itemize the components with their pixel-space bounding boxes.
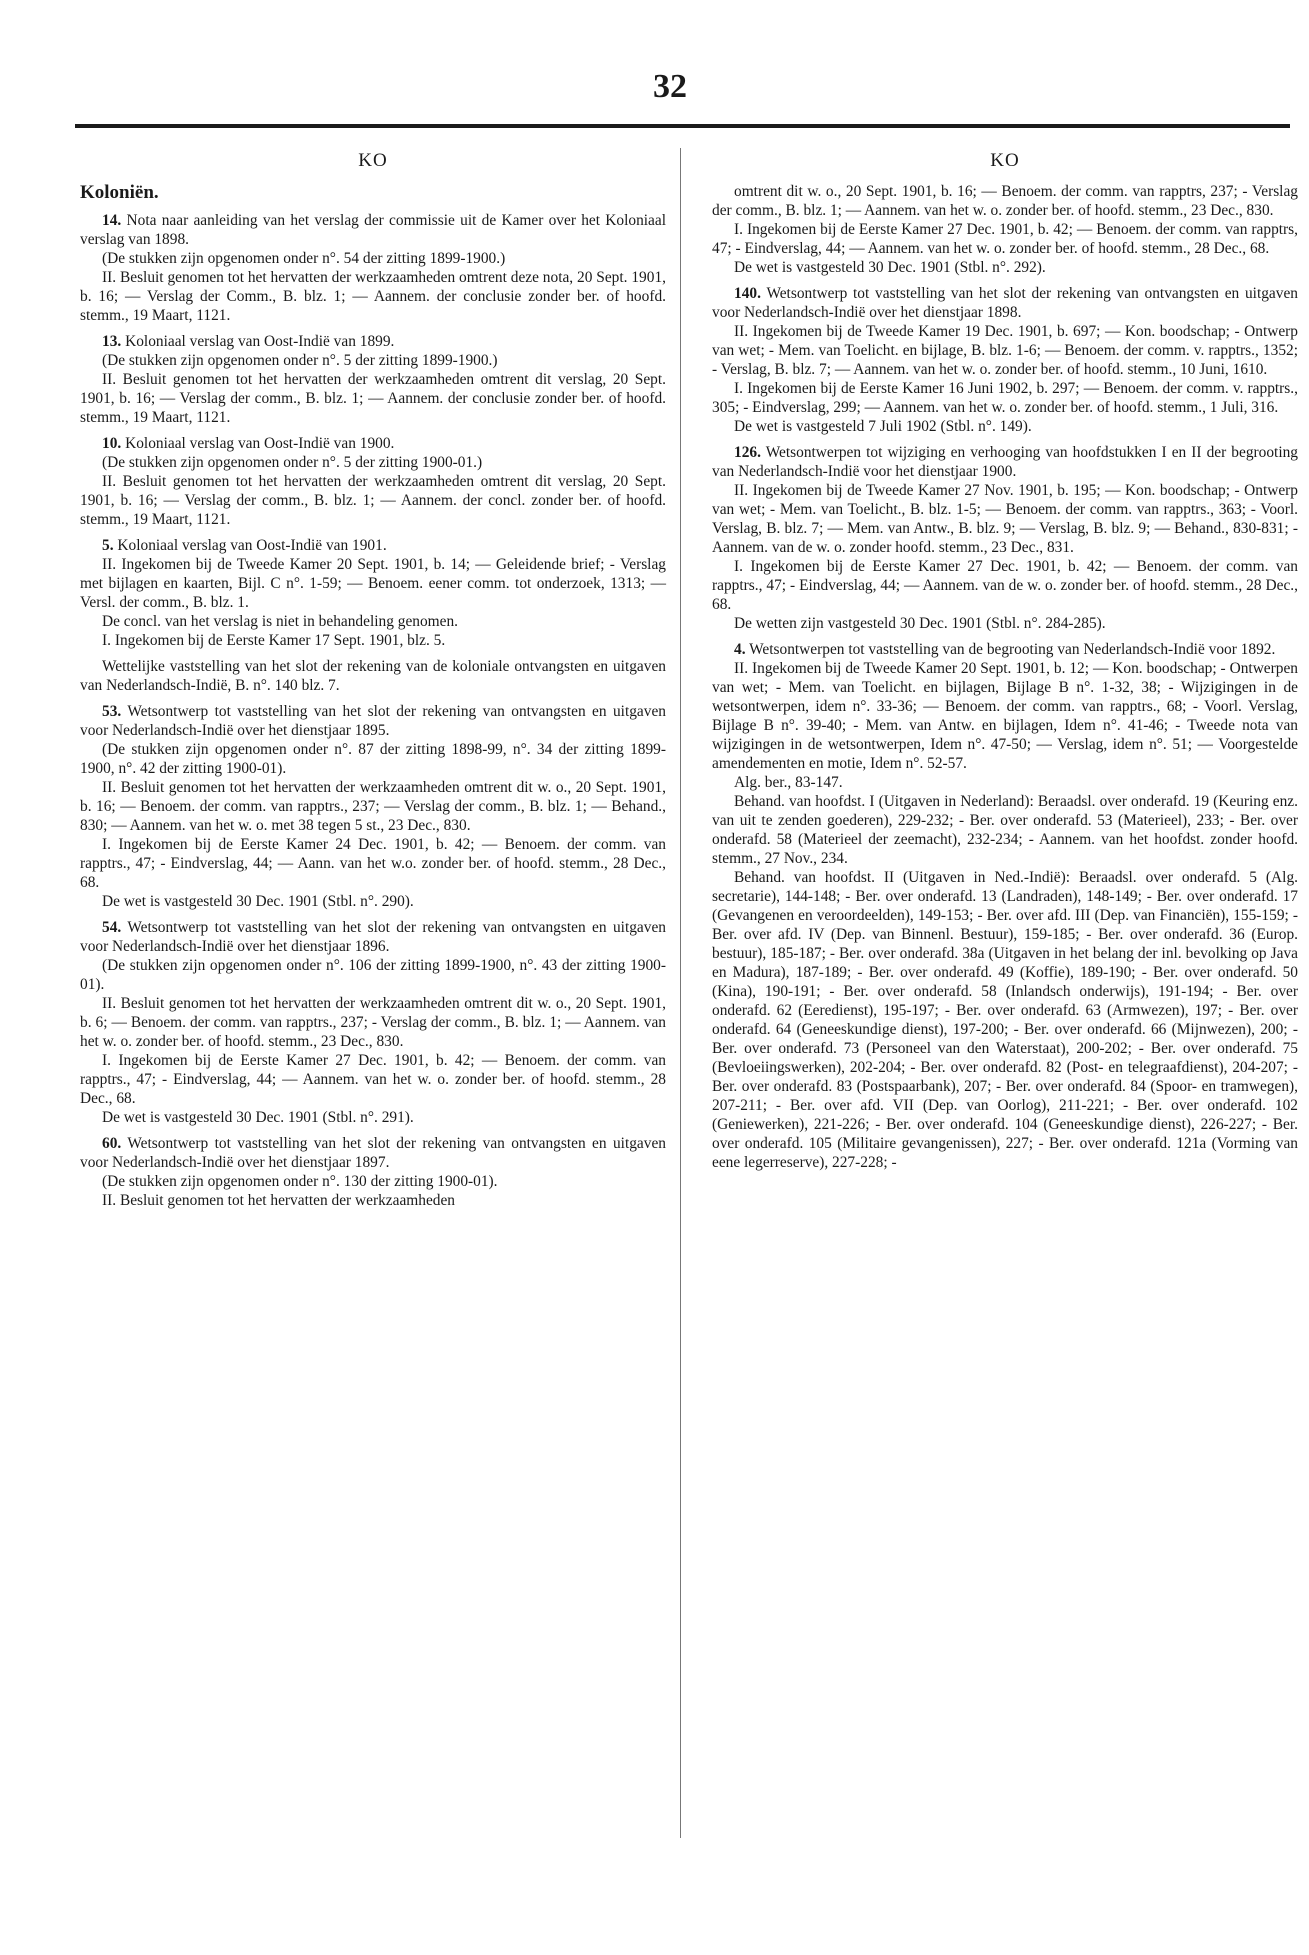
entry-paragraph xyxy=(712,792,1298,868)
right-column xyxy=(712,150,1298,1172)
entry-paragraph xyxy=(80,211,666,249)
entry-text: (De stukken zijn opgenomen onder n°. 130 der zitting 1900-01). xyxy=(102,1173,498,1190)
entry-paragraph xyxy=(80,1134,666,1172)
entry-paragraph xyxy=(80,892,666,911)
entry-text: I. Ingekomen bij de Eerste Kamer 16 Juni 1902, b. 297; — Benoem. der comm. v. rapptrs., 305; - Eindverslag, 299; — Aannem. van het w. o. zonder ber. of hoofd. stemm., 1 Juli, 316. xyxy=(712,380,1298,416)
entry-number: 60. xyxy=(102,1135,122,1152)
page-number: 32 xyxy=(653,68,687,105)
entry-paragraph xyxy=(80,370,666,427)
entry-paragraph xyxy=(712,443,1298,481)
entry-text: I. Ingekomen bij de Eerste Kamer 27 Dec. 1901, b. 42; — Benoem. der comm. van rapptrs., 47; - Eindverslag, 44; — Aannem. van het w. o. zonder ber. of hoofd. stemm., 28 Dec., 68. xyxy=(80,1052,666,1107)
entry-paragraph xyxy=(80,657,666,695)
entry-text: II. Besluit genomen tot het hervatten der werkzaamheden xyxy=(102,1192,455,1209)
entry-paragraph xyxy=(80,434,666,453)
entry-text: Wetsontwerp tot vaststelling van het slot der rekening van ontvangsten en uitgaven voor Nederlandsch-Indië over het dienstjaar 1897. xyxy=(80,1135,666,1171)
entry-text: I. Ingekomen bij de Eerste Kamer 27 Dec. 1901, b. 42; — Benoem. der comm. van rapptrs, 47; - Eindverslag, 44; — Aannem. van het w. o. zonder ber. of hoofd. stemm., 28 Dec., 68. xyxy=(712,221,1298,257)
entry-paragraph xyxy=(712,220,1298,258)
entry-text: Koloniaal verslag van Oost-Indië van 1899. xyxy=(125,333,395,350)
entry-paragraph xyxy=(80,702,666,740)
right-column-heading: KO xyxy=(990,150,1020,171)
section-title: Koloniën. xyxy=(80,182,159,203)
entry-text: Wetsontwerp tot vaststelling van het slot der rekening van ontvangsten en uitgaven voor Nederlandsch-Indië over het dienstjaar 1898. xyxy=(712,285,1298,321)
entry-text: Nota naar aanleiding van het verslag der commissie uit de Kamer over het Koloniaal verslag van 1898. xyxy=(80,212,666,248)
entry-text: I. Ingekomen bij de Eerste Kamer 17 Sept. 1901, blz. 5. xyxy=(102,632,446,649)
left-column xyxy=(80,150,666,1210)
entry-text: II. Ingekomen bij de Tweede Kamer 27 Nov. 1901, b. 195; — Kon. boodschap; - Ontwerp van wet; - Mem. van Toelicht., B. blz. 1-5; — Benoem. der comm. van rapptrs., 363; - Voorl. Verslag, B. blz. 7; — Mem. van Antw., B. blz. 9; — Verslag, B. blz. 9; — Behand., 830-831; - Aannem. van de w. o. zonder hoofd. stemm., 23 Dec., 831. xyxy=(712,482,1298,556)
entry-text: I. Ingekomen bij de Eerste Kamer 24 Dec. 1901, b. 42; — Benoem. der comm. van rapptrs., 47; - Eindverslag, 44; — Aann. van het w.o. zonder ber. of hoofd. stemm., 28 Dec., 68. xyxy=(80,836,666,891)
entry-text: Alg. ber., 83-147. xyxy=(734,774,843,791)
entry-text: De wet is vastgesteld 30 Dec. 1901 (Stbl. n°. 290). xyxy=(102,893,414,910)
entry-paragraph xyxy=(80,351,666,370)
entry-text: II. Ingekomen bij de Tweede Kamer 19 Dec. 1901, b. 697; — Kon. boodschap; - Ontwerp van wet; - Mem. van Toelicht. en bijlage, B. blz. 1-6; — Benoem. der comm. v. rapptrs., 1352; - Verslag, B. blz. 7; — Aannem. van het w. o. zonder ber. of hoofd. stemm., 10 Juni, 1610. xyxy=(712,323,1298,378)
entry-number: 126. xyxy=(734,444,761,461)
entry-paragraph xyxy=(712,481,1298,557)
entry-text: II. Besluit genomen tot het hervatten der werkzaamheden omtrent dit verslag, 20 Sept. 1901, b. 16; — Verslag der comm., B. blz. 1; — Aannem. der concl. zonder ber. of hoofd. stemm., 19 Maart, 1121. xyxy=(80,473,666,528)
entry-paragraph xyxy=(712,614,1298,633)
entry-paragraph xyxy=(80,268,666,325)
entry-paragraph xyxy=(80,778,666,835)
entry-paragraph xyxy=(712,557,1298,614)
entry-paragraph xyxy=(80,453,666,472)
entry-paragraph xyxy=(712,868,1298,1172)
entry-number: 4. xyxy=(734,641,746,658)
entry-paragraph xyxy=(80,1172,666,1191)
entry-text: II. Besluit genomen tot het hervatten der werkzaamheden omtrent dit w. o., 20 Sept. 1901, b. 16; — Benoem. der comm. van rapptrs., 237; — Verslag der comm., B. blz. 1; — Behand., 830; — Aannem. van het w. o. met 38 tegen 5 st., 23 Dec., 830. xyxy=(80,779,666,834)
entry-text: De wetten zijn vastgesteld 30 Dec. 1901 (Stbl. n°. 284-285). xyxy=(734,615,1106,632)
entry-paragraph xyxy=(712,258,1298,277)
entry-number: 5. xyxy=(102,537,114,554)
entry-paragraph xyxy=(712,182,1298,220)
entry-paragraph xyxy=(712,640,1298,659)
entry-text: Wetsontwerp tot vaststelling van het slot der rekening van ontvangsten en uitgaven voor Nederlandsch-Indië over het dienstjaar 1896. xyxy=(80,919,666,955)
entry-paragraph xyxy=(80,835,666,892)
entry-text: Koloniaal verslag van Oost-Indië van 1901. xyxy=(117,537,387,554)
entry-text: II. Besluit genomen tot het hervatten der werkzaamheden omtrent deze nota, 20 Sept. 1901, b. 16; — Verslag der Comm., B. blz. 1; — Aannem. der conclusie zonder ber. of hoofd. stemm., 19 Maart, 1121. xyxy=(80,269,666,324)
entry-text: Wetsontwerpen tot wijziging en verhooging van hoofdstukken I en II der begrooting van Nederlandsch-Indië voor het dienstjaar 1900. xyxy=(712,444,1298,480)
entry-text: (De stukken zijn opgenomen onder n°. 106 der zitting 1899-1900, n°. 43 der zitting 1900-01). xyxy=(80,957,666,993)
entry-text: De wet is vastgesteld 30 Dec. 1901 (Stbl. n°. 291). xyxy=(102,1109,414,1126)
entry-text: Behand. van hoofdst. II (Uitgaven in Ned.-Indië): Beraadsl. over onderafd. 5 (Alg. secretarie), 144-148; - Ber. over onderafd. 13 (Landraden), 148-149; - Ber. over onderafd. 17 (Gevangenen en veroordeelden), 149-153; - Ber. over afd. III (Dep. van Financiën), 155-159; - Ber. over afd. IV (Dep. van Binnenl. Bestuur), 159-185; - Ber. over onderafd. 36 (Europ. bestuur), 185-187; - Ber. over onderafd. 38a (Uitgaven in het belang der inl. bevolking op Java en Madura), 187-189; - Ber. over onderafd. 49 (Koffie), 189-190; - Ber. over onderafd. 50 (Kina), 190-191; - Ber. over onderafd. 58 (Inlandsch onderwijs), 191-194; - Ber. over onderafd. 62 (Eeredienst), 195-197; - Ber. over onderafd. 63 (Armwezen), 197; - Ber. over onderafd. 64 (Geneeskundige dienst), 197-200; - Ber. over onderafd. 66 (Mijnwezen), 200; - Ber. over onderafd. 73 (Personeel van den Waterstaat), 200-202; - Ber. over onderafd. 75 (Bevloeiingswerken), 202-204; - Ber. over onderafd. 82 (Post- en telegraafdienst), 204-207; - Ber. over onderafd. 83 (Postspaarbank), 207; - Ber. over onderafd. 84 (Spoor- en tramwegen), 207-211; - Ber. over afd. VII (Dep. van Oorlog), 211-221; - Ber. over onderafd. 102 (Geniewerken), 221-226; - Ber. over onderafd. 104 (Geneeskundige dienst), 226-227; - Ber. over onderafd. 105 (Militaire gevangenissen), 227; - Ber. over onderafd. 121a (Vorming van eene legerreserve), 227-228; - xyxy=(712,869,1298,1171)
entry-paragraph xyxy=(80,1051,666,1108)
entry-paragraph xyxy=(80,332,666,351)
entry-text: Wetsontwerp tot vaststelling van het slot der rekening van ontvangsten en uitgaven voor Nederlandsch-Indië over het dienstjaar 1895. xyxy=(80,703,666,739)
column-divider xyxy=(680,148,681,1838)
entry-paragraph xyxy=(80,612,666,631)
entry-paragraph xyxy=(80,740,666,778)
entry-number: 54. xyxy=(102,919,122,936)
entry-text: Wetsontwerpen tot vaststelling van de begrooting van Nederlandsch-Indië voor 1892. xyxy=(749,641,1276,658)
entry-text: I. Ingekomen bij de Eerste Kamer 27 Dec. 1901, b. 42; — Benoem. der comm. van rapptrs., 47; - Eindverslag, 44; — Aannem. van de w. o. zonder ber. of hoofd. stemm., 28 Dec., 68. xyxy=(712,558,1298,613)
entry-paragraph xyxy=(80,555,666,612)
header-rule xyxy=(75,124,1290,128)
entry-number: 14. xyxy=(102,212,122,229)
entry-text: De wet is vastgesteld 30 Dec. 1901 (Stbl. n°. 292). xyxy=(734,259,1046,276)
entry-text: Behand. van hoofdst. I (Uitgaven in Nederland): Beraadsl. over onderafd. 19 (Keuring enz. van uit te zenden goederen), 229-232; - Ber. over onderafd. 53 (Materieel), 233; - Ber. over onderafd. 58 (Materieel der zeemacht), 232-234; - Aannem. van het hoofdst. zonder hoofd. stemm., 27 Nov., 234. xyxy=(712,793,1298,867)
entry-text: (De stukken zijn opgenomen onder n°. 87 der zitting 1898-99, n°. 34 der zitting 1899-1900, n°. 42 der zitting 1900-01). xyxy=(80,741,666,777)
entry-paragraph xyxy=(712,417,1298,436)
entry-paragraph xyxy=(80,472,666,529)
entry-paragraph xyxy=(80,249,666,268)
entry-paragraph xyxy=(712,284,1298,322)
entry-paragraph xyxy=(80,994,666,1051)
entry-paragraph xyxy=(80,631,666,650)
entry-paragraph xyxy=(712,379,1298,417)
entry-number: 140. xyxy=(734,285,761,302)
entry-text: Koloniaal verslag van Oost-Indië van 1900. xyxy=(125,435,395,452)
entry-text: II. Ingekomen bij de Tweede Kamer 20 Sept. 1901, b. 12; — Kon. boodschap; - Ontwerpen van wet; - Mem. van Toelicht. en bijlagen, Bijlage B n°. 1-32, 38; - Wijzigingen in de wetsontwerpen, idem n°. 33-36; — Benoem. der comm. van rapptrs., 68; - Voorl. Verslag, Bijlage B n°. 39-40; - Mem. van Antw. en bijlagen, Idem n°. 41-46; - Tweede nota van wijzigingen in de wetsontwerpen, Idem n°. 47-50; — Verslag, idem n°. 51; — Voorgestelde amendementen en motie, Idem n°. 52-57. xyxy=(712,660,1298,772)
entry-text: II. Besluit genomen tot het hervatten der werkzaamheden omtrent dit verslag, 20 Sept. 1901, b. 16; — Verslag der comm., B. blz. 1; — Aannem. der conclusie zonder ber. of hoofd. stemm., 19 Maart, 1121. xyxy=(80,371,666,426)
entry-text: omtrent dit w. o., 20 Sept. 1901, b. 16; — Benoem. der comm. van rapptrs, 237; - Verslag der comm., B. blz. 1; — Aannem. van het w. o. zonder ber. of hoofd. stemm., 23 Dec., 830. xyxy=(712,183,1298,219)
entry-paragraph xyxy=(712,773,1298,792)
entry-paragraph xyxy=(80,918,666,956)
entry-number: 10. xyxy=(102,435,122,452)
entry-number: 53. xyxy=(102,703,122,720)
entry-text: (De stukken zijn opgenomen onder n°. 54 der zitting 1899-1900.) xyxy=(102,250,506,267)
entry-text: De wet is vastgesteld 7 Juli 1902 (Stbl. n°. 149). xyxy=(734,418,1032,435)
left-column-heading: KO xyxy=(358,150,388,171)
entry-number: 13. xyxy=(102,333,122,350)
entry-paragraph xyxy=(80,536,666,555)
entry-paragraph xyxy=(712,322,1298,379)
entry-text: II. Besluit genomen tot het hervatten der werkzaamheden omtrent dit w. o., 20 Sept. 1901, b. 6; — Benoem. der comm. van rapptrs., 237; - Verslag der comm., B. blz. 1; — Aannem. van het w. o. zonder ber. of hoofd. stemm., 23 Dec., 830. xyxy=(80,995,666,1050)
entry-text: (De stukken zijn opgenomen onder n°. 5 der zitting 1900-01.) xyxy=(102,454,483,471)
entry-text: Wettelijke vaststelling van het slot der rekening van de koloniale ontvangsten en uitgaven van Nederlandsch-Indië, B. n°. 140 blz. 7. xyxy=(80,658,666,694)
entry-paragraph xyxy=(712,659,1298,773)
entry-text: II. Ingekomen bij de Tweede Kamer 20 Sept. 1901, b. 14; — Geleidende brief; - Verslag met bijlagen en kaarten, Bijl. C n°. 1-59; — Benoem. eener comm. tot onderzoek, 1313; — Versl. der comm., B. blz. 1. xyxy=(80,556,666,611)
entry-paragraph xyxy=(80,1108,666,1127)
entry-paragraph xyxy=(80,956,666,994)
entry-text: De concl. van het verslag is niet in behandeling genomen. xyxy=(102,613,459,630)
entry-text: (De stukken zijn opgenomen onder n°. 5 der zitting 1899-1900.) xyxy=(102,352,498,369)
entry-paragraph xyxy=(80,1191,666,1210)
